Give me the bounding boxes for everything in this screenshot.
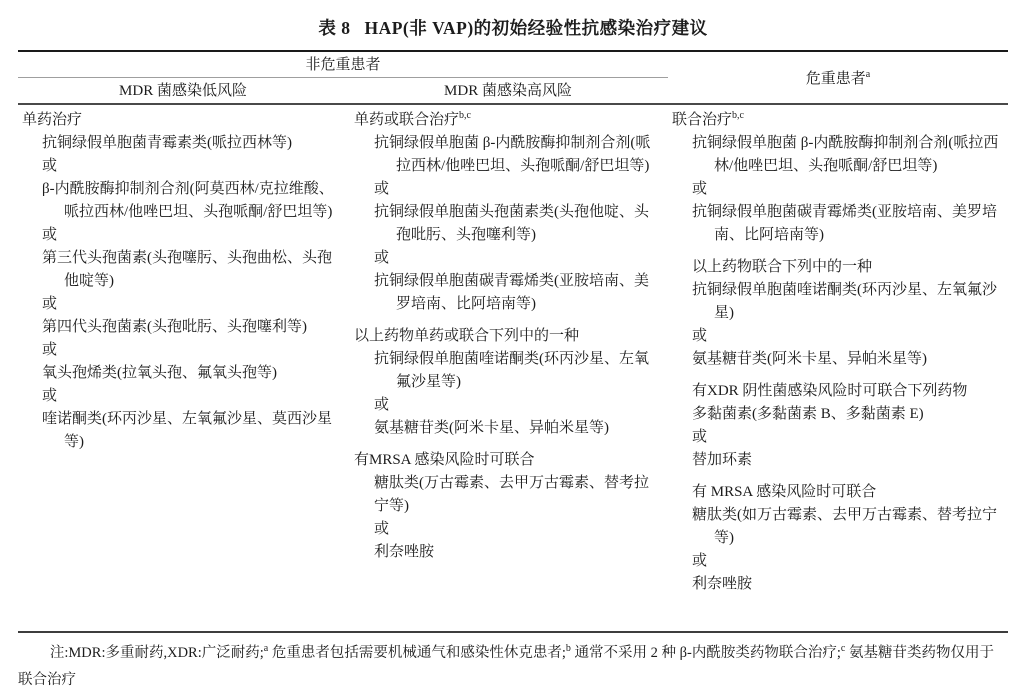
treatment-line: 抗铜绿假单胞菌喹诺酮类(环丙沙星、左氧氟沙星等) <box>374 351 649 390</box>
treatment-line: 替加环素 <box>692 452 753 468</box>
treatment-line: 抗铜绿假单胞菌碳青霉烯类(亚胺培南、美罗培南、比阿培南等) <box>374 273 649 312</box>
footnote-marker: b <box>565 643 571 655</box>
treatment-line: 或 <box>374 181 390 197</box>
treatment-line: 或 <box>42 227 58 243</box>
treatment-line: 糖肽类(如万古霉素、去甲万古霉素、替考拉宁等) <box>692 507 997 546</box>
treatment-line: 有 MRSA 感染风险时可联合 <box>692 484 877 500</box>
header-critical-label <box>806 67 870 88</box>
treatment-line: 或 <box>692 328 708 344</box>
treatment-line: 第三代头孢菌素(头孢噻肟、头孢曲松、头孢他啶等) <box>42 250 332 289</box>
treatment-line: 单药或联合治疗$^{b,c}$ <box>354 110 471 128</box>
table-header <box>18 50 1008 105</box>
treatment-line: 糖肽类(万古霉素、去甲万古霉素、替考拉宁等) <box>374 475 649 514</box>
treatment-line: 或 <box>692 181 708 197</box>
treatment-line: 以上药物联合下列中的一种 <box>692 259 873 275</box>
treatment-line: 抗铜绿假单胞菌头孢菌素类(头孢他啶、头孢吡肟、头孢噻利等) <box>374 204 649 243</box>
header-mdr-low-risk: MDR 菌感染低风险 <box>119 83 247 99</box>
header-group-non-critical <box>18 52 668 103</box>
table-note <box>18 633 1008 694</box>
header-mdr-high-risk: MDR 菌感染高风险 <box>444 83 572 99</box>
treatment-line: 抗铜绿假单胞菌 β-内酰胺酶抑制剂合剂(哌拉西林/他唑巴坦、头孢哌酮/舒巴坦等) <box>374 135 651 174</box>
treatment-line: 或 <box>42 342 58 358</box>
table-caption <box>18 6 1008 50</box>
column-mdr-high-risk <box>348 109 668 625</box>
treatment-line: 喹诺酮类(环丙沙星、左氧氟沙星、莫西沙星等) <box>42 411 332 450</box>
footnote-marker: a <box>865 69 871 80</box>
treatment-line: 有XDR 阴性菌感染风险时可联合下列药物 <box>692 383 968 399</box>
treatment-line: 利奈唑胺 <box>374 544 435 560</box>
column-critical-patients <box>668 109 1008 625</box>
treatment-line: 或 <box>374 521 390 537</box>
footnote-marker: a <box>263 643 269 655</box>
table-number: 表 8 <box>318 18 351 38</box>
treatment-line: 联合治疗$^{b,c}$ <box>672 110 744 128</box>
treatment-line: 或 <box>692 553 708 569</box>
header-critical-patients <box>668 52 1008 103</box>
note-text: 注:MDR:多重耐药,XDR:广泛耐药; <box>49 645 264 661</box>
treatment-line: 抗铜绿假单胞菌青霉素类(哌拉西林等) <box>42 135 292 151</box>
footnote-marker: c <box>840 643 846 655</box>
treatment-line: 抗铜绿假单胞菌 β-内酰胺酶抑制剂合剂(哌拉西林/他唑巴坦、头孢哌酮/舒巴坦等) <box>692 135 999 174</box>
table-title-text: HAP(非 VAP)的初始经验性抗感染治疗建议 <box>364 18 708 38</box>
treatment-line: 或 <box>42 388 58 404</box>
treatment-line: 有MRSA 感染风险时可联合 <box>354 452 535 468</box>
header-non-critical-label: 非危重患者 <box>305 57 381 73</box>
treatment-line: 或 <box>692 429 708 445</box>
treatment-line: 氨基糖苷类(阿米卡星、异帕米星等) <box>692 351 927 367</box>
note-paragraph <box>18 640 1008 694</box>
treatment-line: 或 <box>374 397 390 413</box>
treatment-line: 或 <box>42 158 58 174</box>
treatment-line: 单药治疗 <box>22 112 83 128</box>
footnote-marker: b,c <box>732 110 744 121</box>
treatment-line: 以上药物单药或联合下列中的一种 <box>354 328 580 344</box>
table-body <box>18 105 1008 633</box>
treatment-line: 或 <box>374 250 390 266</box>
treatment-line: β-内酰胺酶抑制剂合剂(阿莫西林/克拉维酸、哌拉西林/他唑巴坦、头孢哌酮/舒巴坦等) <box>42 181 334 220</box>
footnote-marker: b,c <box>459 110 471 121</box>
note-text: 通常不采用 2 种 β-内酰胺类药物联合治疗; <box>570 645 841 661</box>
treatment-line: 第四代头孢菌素(头孢吡肟、头孢噻利等) <box>42 319 307 335</box>
treatment-line: 氧头孢烯类(拉氧头孢、氟氧头孢等) <box>42 365 277 381</box>
treatment-line: 抗铜绿假单胞菌喹诺酮类(环丙沙星、左氧氟沙星) <box>692 282 997 321</box>
treatment-line: 或 <box>42 296 58 312</box>
column-mdr-low-risk <box>18 109 348 625</box>
treatment-line: 氨基糖苷类(阿米卡星、异帕米星等) <box>374 420 609 436</box>
header-critical-text: 危重患者 <box>805 71 866 87</box>
treatment-line: 多黏菌素(多黏菌素 B、多黏菌素 E) <box>692 406 924 422</box>
treatment-line: 利奈唑胺 <box>692 576 753 592</box>
header-subrow <box>18 78 668 103</box>
note-text: 危重患者包括需要机械通气和感染性休克患者; <box>268 645 566 661</box>
note-text: 氨基糖苷类药物仅用于联合治疗 <box>18 645 994 688</box>
treatment-line: 抗铜绿假单胞菌碳青霉烯类(亚胺培南、美罗培南、比阿培南等) <box>692 204 997 243</box>
